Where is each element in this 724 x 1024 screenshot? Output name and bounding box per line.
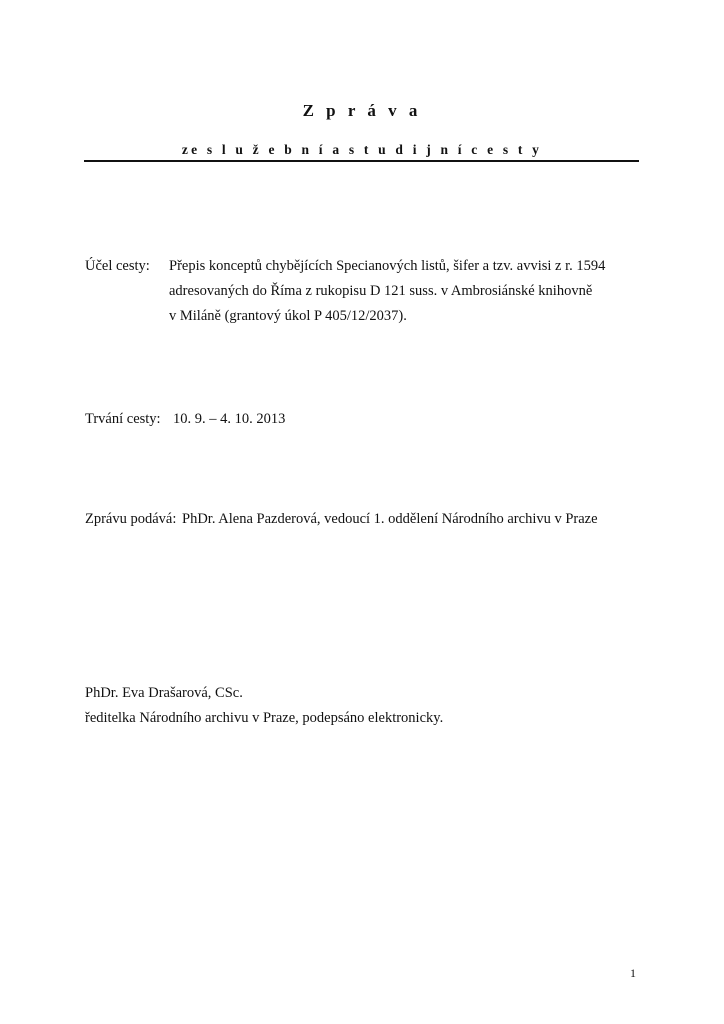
document-title: Z p r á v a xyxy=(302,101,422,120)
signatory-name: PhDr. Eva Drašarová, CSc. xyxy=(85,685,243,701)
purpose-line: adresovaných do Říma z rukopisu D 121 suss. v Ambrosiánské knihovně xyxy=(169,283,593,299)
reporter-label: Zprávu podává: xyxy=(85,511,177,527)
document-subtitle: ze s l u ž e b n í a s t u d i j n í c e s t y xyxy=(181,142,543,157)
purpose-line: v Miláně (grantový úkol P 405/12/2037). xyxy=(169,308,407,324)
duration-value: 10. 9. – 4. 10. 2013 xyxy=(173,411,286,427)
signatory-role: ředitelka Národního archivu v Praze, podepsáno elektronicky. xyxy=(85,710,444,726)
page-number: 1 xyxy=(630,966,636,980)
purpose-line: Přepis konceptů chybějících Specianových listů, šifer a tzv. avvisi z r. 1594 xyxy=(169,258,606,274)
title-divider xyxy=(84,160,639,162)
duration-label: Trvání cesty: xyxy=(85,411,161,427)
reporter-value: PhDr. Alena Pazderová, vedoucí 1. oddělení Národního archivu v Praze xyxy=(182,511,598,527)
purpose-label: Účel cesty: xyxy=(85,258,150,274)
